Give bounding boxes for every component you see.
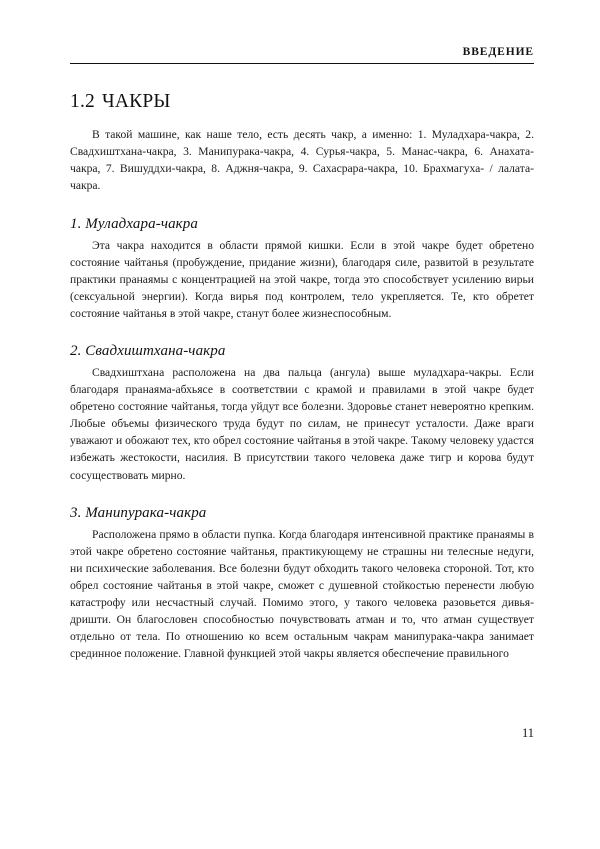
subsection-paragraph-2: Свадхиштхана расположена на два пальца (ангула) выше муладхара-чакры. Если благодаря пранаяма-абхьясе в соответствии с крамой и правилами в этой чакре будет обретено состояние чайтанья, тогда уйдут все болезни. Здоровье станет невероятно крепким. Любые объемы физического труда будут по силам, не принесут усталости. Даже враги уважают и обожают тех, кто обрел состояние чайтанья в этой чакре. Такому человеку удастся избежать жестокости, насилия. В присутствии такого человека даже тигр и корова будут сосуществовать мирно. (70, 365, 534, 482)
page-number: 11 (521, 726, 534, 740)
running-header-rule (70, 63, 534, 64)
section-title (70, 91, 534, 113)
subsection-paragraph-3: Расположена прямо в области пупка. Когда благодаря интенсивной практике пранаямы в этой чакре обретено состояние чайтанья, практикующему не страшны ни телесные недуги, ни психические заболевания. Все болезни будут обходить такого человека стороной. Тот, кто обрел состояние чайтанья в этой чакре, сможет с душевной стойкостью перенести любую катастрофу или несчастный случай. Помимо этого, у такого человека разовьется дивья-дришти. Он благословен способностью почувствовать атман и то, что атман существует отдельно от тела. По отношению ко всем остальным чакрам манипурака-чакра занимает срединное положение. Главной функцией этой чакры является обеспечение правильного (70, 527, 534, 661)
section-number: 1.2 (70, 90, 95, 112)
section-lead-paragraph: В такой машине, как наше тело, есть десять чакр, а именно: 1. Муладхара-чакра, 2. Свадхиштхана-чакра, 3. Манипурака-чакра, 4. Сурья-чакра, 5. Манас-чакра, 6. Анахата-чакра, 7. Вишуддхи-чакра, 8. Аджня-чакра, 9. Сахасрара-чакра, 10. Брахмагуха- / лалата-чакра. (70, 128, 534, 193)
subsection-heading-3: 3. Манипурака-чакра (70, 504, 207, 521)
page-content (70, 0, 534, 662)
subsection-heading-1: 1. Муладхара-чакра (70, 215, 198, 232)
section-title-text: ЧАКРЫ (101, 90, 171, 112)
subsection-paragraph-1: Эта чакра находится в области прямой кишки. Если в этой чакре будет обретено состояние чайтанья (пробуждение, придание жизни), благодаря силе, развитой в результате практики пранаямы с концентрацией на этой чакре, тогда это способствует усилению вирьи (сексуальной энергии). Когда вирья под контролем, тело укрепляется. Те, кто обретет состояние чайтанья в этой чакре, станут более жизнеспособным. (70, 238, 534, 320)
running-header: ВВЕДЕНИЕ (462, 46, 534, 58)
subsection-heading-2: 2. Свадхиштхана-чакра (70, 342, 226, 359)
